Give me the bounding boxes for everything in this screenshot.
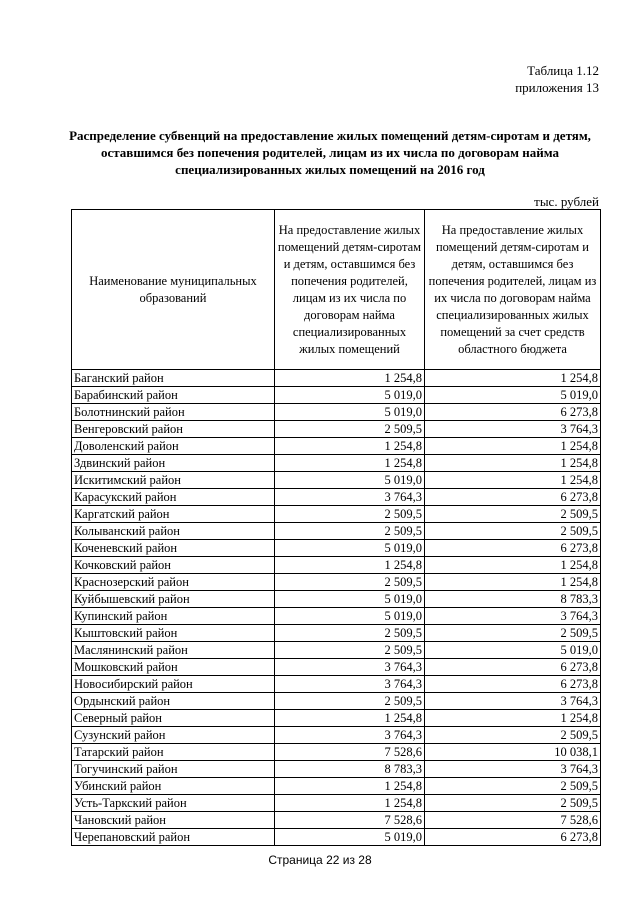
housing-provision-cell: 2 509,5 bbox=[275, 506, 425, 523]
regional-budget-cell: 2 509,5 bbox=[425, 778, 601, 795]
table-row bbox=[72, 472, 601, 489]
regional-budget-cell: 1 254,8 bbox=[425, 574, 601, 591]
table-row bbox=[72, 557, 601, 574]
table-number: Таблица 1.12 bbox=[527, 63, 599, 78]
municipality-cell: Искитимский район bbox=[72, 472, 275, 489]
page-number: Страница 22 из 28 bbox=[268, 853, 372, 867]
municipality-cell: Баганский район bbox=[72, 370, 275, 387]
regional-budget-cell: 6 273,8 bbox=[425, 659, 601, 676]
table-row bbox=[72, 625, 601, 642]
table-row bbox=[72, 676, 601, 693]
regional-budget-cell: 6 273,8 bbox=[425, 404, 601, 421]
table-row bbox=[72, 540, 601, 557]
regional-budget-cell: 1 254,8 bbox=[425, 557, 601, 574]
housing-provision-cell: 3 764,3 bbox=[275, 659, 425, 676]
regional-budget-cell: 8 783,3 bbox=[425, 591, 601, 608]
municipality-cell: Чановский район bbox=[72, 812, 275, 829]
municipality-cell: Колыванский район bbox=[72, 523, 275, 540]
regional-budget-cell: 10 038,1 bbox=[425, 744, 601, 761]
table-row bbox=[72, 438, 601, 455]
table-row bbox=[72, 608, 601, 625]
housing-provision-cell: 3 764,3 bbox=[275, 676, 425, 693]
municipality-cell: Здвинский район bbox=[72, 455, 275, 472]
housing-provision-cell: 7 528,6 bbox=[275, 744, 425, 761]
regional-budget-cell: 5 019,0 bbox=[425, 642, 601, 659]
housing-provision-cell: 1 254,8 bbox=[275, 370, 425, 387]
table-row bbox=[72, 404, 601, 421]
table-row bbox=[72, 693, 601, 710]
housing-provision-cell: 5 019,0 bbox=[275, 591, 425, 608]
regional-budget-cell: 6 273,8 bbox=[425, 829, 601, 846]
column-header-housing-provision: На предоставление жилых помещений детям-сиротам и детям, оставшимся без попечения родителей, лицам из их числа по договорам найма специализированных жилых помещений bbox=[275, 210, 425, 370]
table-row bbox=[72, 812, 601, 829]
table-row bbox=[72, 795, 601, 812]
table-row bbox=[72, 591, 601, 608]
municipality-cell: Новосибирский район bbox=[72, 676, 275, 693]
municipality-cell: Усть-Таркский район bbox=[72, 795, 275, 812]
subvention-table bbox=[71, 209, 601, 846]
regional-budget-cell: 7 528,6 bbox=[425, 812, 601, 829]
municipality-cell: Болотнинский район bbox=[72, 404, 275, 421]
regional-budget-cell: 1 254,8 bbox=[425, 455, 601, 472]
municipality-cell: Татарский район bbox=[72, 744, 275, 761]
municipality-cell: Кочковский район bbox=[72, 557, 275, 574]
housing-provision-cell: 2 509,5 bbox=[275, 421, 425, 438]
table-row bbox=[72, 642, 601, 659]
municipality-cell: Убинский район bbox=[72, 778, 275, 795]
table-reference bbox=[515, 62, 599, 96]
regional-budget-cell: 1 254,8 bbox=[425, 370, 601, 387]
table-row bbox=[72, 489, 601, 506]
table-row bbox=[72, 829, 601, 846]
regional-budget-cell: 6 273,8 bbox=[425, 540, 601, 557]
housing-provision-cell: 2 509,5 bbox=[275, 625, 425, 642]
housing-provision-cell: 5 019,0 bbox=[275, 829, 425, 846]
appendix-number: приложения 13 bbox=[515, 80, 599, 95]
table-row bbox=[72, 778, 601, 795]
housing-provision-cell: 2 509,5 bbox=[275, 523, 425, 540]
regional-budget-cell: 2 509,5 bbox=[425, 795, 601, 812]
table-row bbox=[72, 744, 601, 761]
regional-budget-cell: 5 019,0 bbox=[425, 387, 601, 404]
housing-provision-cell: 2 509,5 bbox=[275, 574, 425, 591]
municipality-cell: Кыштовский район bbox=[72, 625, 275, 642]
housing-provision-cell: 5 019,0 bbox=[275, 387, 425, 404]
table-row bbox=[72, 455, 601, 472]
municipality-cell: Маслянинский район bbox=[72, 642, 275, 659]
municipality-cell: Доволенский район bbox=[72, 438, 275, 455]
housing-provision-cell: 2 509,5 bbox=[275, 642, 425, 659]
municipality-cell: Северный район bbox=[72, 710, 275, 727]
regional-budget-cell: 2 509,5 bbox=[425, 727, 601, 744]
table-row bbox=[72, 761, 601, 778]
column-header-regional-budget: На предоставление жилых помещений детям-сиротам и детям, оставшимся без попечения родителей, лицам из их числа по договорам найма специализированных жилых помещений за счет средств областного бюджета bbox=[425, 210, 601, 370]
table-row bbox=[72, 421, 601, 438]
regional-budget-cell: 3 764,3 bbox=[425, 693, 601, 710]
municipality-cell: Венгеровский район bbox=[72, 421, 275, 438]
municipality-cell: Каргатский район bbox=[72, 506, 275, 523]
municipality-cell: Черепановский район bbox=[72, 829, 275, 846]
housing-provision-cell: 5 019,0 bbox=[275, 404, 425, 421]
municipality-cell: Куйбышевский район bbox=[72, 591, 275, 608]
regional-budget-cell: 2 509,5 bbox=[425, 523, 601, 540]
housing-provision-cell: 1 254,8 bbox=[275, 438, 425, 455]
municipality-cell: Краснозерский район bbox=[72, 574, 275, 591]
municipality-cell: Ордынский район bbox=[72, 693, 275, 710]
column-header-municipality: Наименование муниципальных образований bbox=[72, 210, 275, 370]
housing-provision-cell: 1 254,8 bbox=[275, 557, 425, 574]
regional-budget-cell: 3 764,3 bbox=[425, 608, 601, 625]
housing-provision-cell: 1 254,8 bbox=[275, 778, 425, 795]
housing-provision-cell: 7 528,6 bbox=[275, 812, 425, 829]
municipality-cell: Мошковский район bbox=[72, 659, 275, 676]
regional-budget-cell: 1 254,8 bbox=[425, 472, 601, 489]
regional-budget-cell: 2 509,5 bbox=[425, 506, 601, 523]
housing-provision-cell: 2 509,5 bbox=[275, 693, 425, 710]
housing-provision-cell: 5 019,0 bbox=[275, 540, 425, 557]
table-row bbox=[72, 727, 601, 744]
regional-budget-cell: 6 273,8 bbox=[425, 489, 601, 506]
municipality-cell: Коченевский район bbox=[72, 540, 275, 557]
housing-provision-cell: 1 254,8 bbox=[275, 455, 425, 472]
regional-budget-cell: 3 764,3 bbox=[425, 421, 601, 438]
table-row bbox=[72, 370, 601, 387]
regional-budget-cell: 2 509,5 bbox=[425, 625, 601, 642]
housing-provision-cell: 3 764,3 bbox=[275, 727, 425, 744]
table-row bbox=[72, 387, 601, 404]
table-row bbox=[72, 523, 601, 540]
table-row bbox=[72, 506, 601, 523]
housing-provision-cell: 3 764,3 bbox=[275, 489, 425, 506]
units-label: тыс. рублей bbox=[534, 194, 599, 209]
document-title: Распределение субвенций на предоставление жилых помещений детям-сиротам и детям, оставшимся без попечения родителей, лицам из их числа по договорам найма специализированных жилых помещений на 2016 год bbox=[69, 128, 591, 177]
municipality-cell: Купинский район bbox=[72, 608, 275, 625]
municipality-cell: Сузунский район bbox=[72, 727, 275, 744]
regional-budget-cell: 1 254,8 bbox=[425, 710, 601, 727]
housing-provision-cell: 5 019,0 bbox=[275, 472, 425, 489]
municipality-cell: Барабинский район bbox=[72, 387, 275, 404]
table-body bbox=[72, 370, 601, 846]
regional-budget-cell: 6 273,8 bbox=[425, 676, 601, 693]
table-row bbox=[72, 574, 601, 591]
table-header-row bbox=[72, 210, 601, 370]
table-row bbox=[72, 659, 601, 676]
table-row bbox=[72, 710, 601, 727]
regional-budget-cell: 1 254,8 bbox=[425, 438, 601, 455]
municipality-cell: Карасукский район bbox=[72, 489, 275, 506]
housing-provision-cell: 8 783,3 bbox=[275, 761, 425, 778]
housing-provision-cell: 1 254,8 bbox=[275, 710, 425, 727]
municipality-cell: Тогучинский район bbox=[72, 761, 275, 778]
housing-provision-cell: 1 254,8 bbox=[275, 795, 425, 812]
housing-provision-cell: 5 019,0 bbox=[275, 608, 425, 625]
regional-budget-cell: 3 764,3 bbox=[425, 761, 601, 778]
